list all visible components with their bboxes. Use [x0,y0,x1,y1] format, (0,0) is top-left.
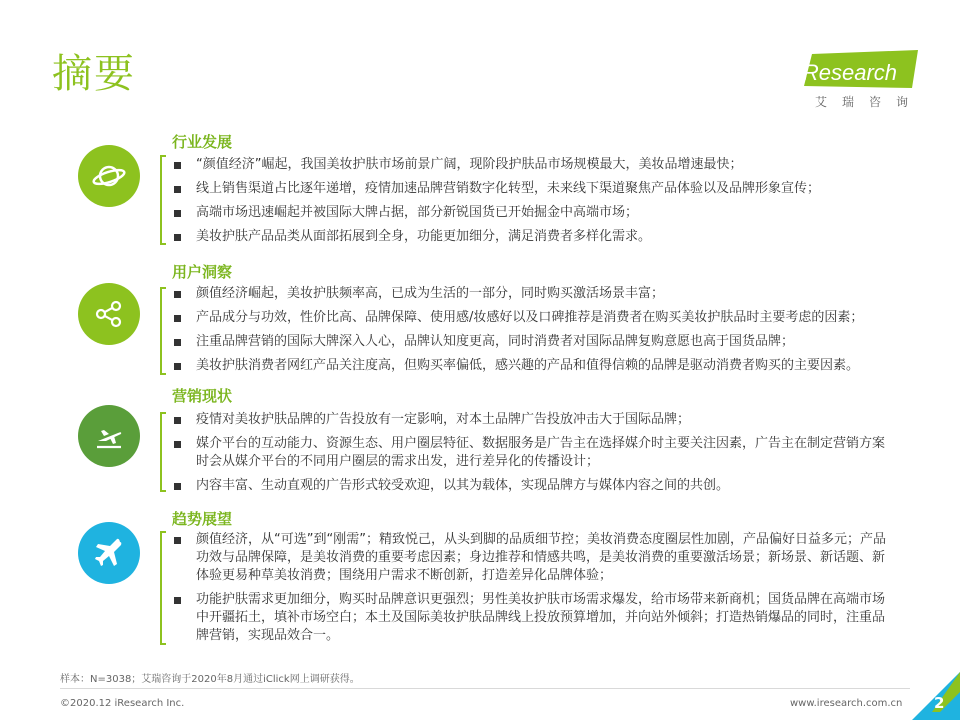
list-item: 美妆护肤消费者网红产品关注度高，但购买率偏低，感兴趣的产品和值得信赖的品牌是驱动消费者购买的主要因素。 [172,357,892,375]
share-icon [78,283,140,345]
list-item: 高端市场迅速崛起并被国际大牌占据，部分新锐国货已开始掘金中高端市场； [172,204,892,222]
logo-subtitle: 艾瑞咨询 [815,95,924,109]
list-item: 产品成分与功效，性价比高、品牌保障、使用感/妆感好以及口碑推荐是消费者在购买美妆护肤品时主要考虑的因素； [172,309,892,327]
list-item: “颜值经济”崛起，我国美妆护肤市场前景广阔，现阶段护肤品市场规模最大，美妆品增速最快； [172,156,892,174]
bullet-list [172,285,892,381]
list-item: 线上销售渠道占比逐年递增，疫情加速品牌营销数字化转型，未来线下渠道聚焦产品体验以及品牌形象宣传； [172,180,892,198]
section-title: 趋势展望 [172,510,233,528]
list-item: 颜值经济，从“可选”到“刚需”；精致悦己，从头到脚的品质细节控；美妆消费态度圈层性加剧，产品偏好日益多元；产品功效与品牌保障，是美妆消费的重要考虑因素；身边推荐和情感共鸣，是美妆消费的重要激活场景；新场景、新话题、新体验更易种草美妆消费；围绕用户需求不断创新，打造差异化品牌体验； [172,531,892,585]
section-title: 营销现状 [172,387,233,405]
list-item: 媒介平台的互动能力、资源生态、用户圈层特征、数据服务是广告主在选择媒介时主要关注因素，广告主在制定营销方案时会从媒介平台的不同用户圈层的需求出发，进行差异化的传播设计； [172,435,892,471]
copyright: ©2020.12 iResearch Inc. [60,698,185,709]
bullet-list [172,411,892,501]
list-item: 颜值经济崛起，美妆护肤频率高，已成为生活的一部分，同时购买激活场景丰富； [172,285,892,303]
bullet-list [172,156,892,252]
section-bracket [160,412,166,492]
section-bracket [160,287,166,375]
takeoff-icon [78,405,140,467]
section-title: 用户洞察 [172,263,233,281]
airplane-icon [78,522,140,584]
bullet-list [172,531,892,651]
website-link[interactable]: www.iresearch.com.cn [790,698,903,709]
footer-divider [60,688,910,689]
page-number: 2 [934,694,945,712]
section-title: 行业发展 [172,133,233,151]
footnote: 样本：N=3038；艾瑞咨询于2020年8月通过iClick网上调研获得。 [60,674,360,685]
list-item: 美妆护肤产品品类从面部拓展到全身，功能更加细分，满足消费者多样化需求。 [172,228,892,246]
list-item: 内容丰富、生动直观的广告形式较受欢迎，以其为载体，实现品牌方与媒体内容之间的共创。 [172,477,892,495]
list-item: 功能护肤需求更加细分，购买时品牌意识更强烈；男性美妆护肤市场需求爆发，给市场带来新商机；国货品牌在高端市场中开疆拓土，填补市场空白；本土及国际美妆护肤品牌线上投放预算增加，并向站外倾斜；打造热销爆品的同时，注重品牌营销，实现品效合一。 [172,591,892,645]
logo-text: iResearch [798,60,898,85]
planet-icon [78,145,140,207]
list-item: 疫情对美妆护肤品牌的广告投放有一定影响，对本土品牌广告投放冲击大于国际品牌； [172,411,892,429]
list-item: 注重品牌营销的国际大牌深入人心，品牌认知度更高，同时消费者对国际品牌复购意愿也高于国货品牌； [172,333,892,351]
section-bracket [160,531,166,645]
page-title: 摘要 [52,51,136,97]
section-bracket [160,155,166,245]
